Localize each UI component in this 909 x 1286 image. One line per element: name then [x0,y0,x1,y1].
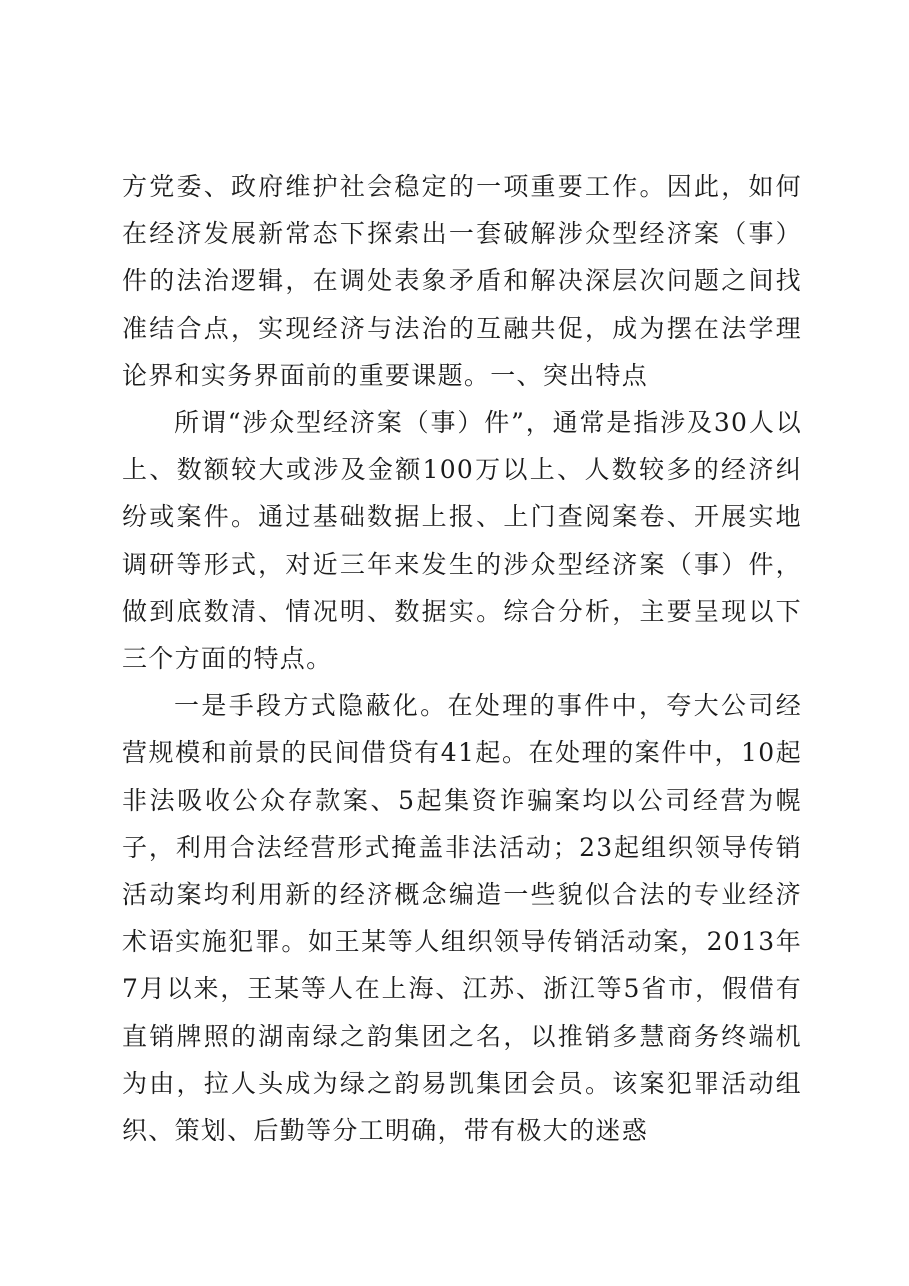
paragraph-3: 一是手段方式隐蔽化。在处理的事件中，夸大公司经营规模和前景的民间借贷有41起。在处理的案件中，10起非法吸收公众存款案、5起集资诈骗案均以公司经营为幌子，利用合法经营形式掩盖非法活动；23起组织领导传销活动案均利用新的经济概念编造一些貌似合法的专业经济术语实施犯罪。如王某等人组织领导传销活动案，2013年7月以来，王某等人在上海、江苏、浙江等5省市，假借有直销牌照的湖南绿之韵集团之名，以推销多慧商务终端机为由，拉人头成为绿之韵易凯集团会员。该案犯罪活动组织、策划、后勤等分工明确，带有极大的迷惑 [122,691,802,1146]
paragraph-1: 方党委、政府维护社会稳定的一项重要工作。因此，如何在经济发展新常态下探索出一套破解涉众型经济案（事）件的法治逻辑，在调处表象矛盾和解决深层次问题之间找准结合点，实现经济与法治的互融共促，成为摆在法学理论界和实务界面前的重要课题。一、突出特点 [122,172,802,390]
document-body [122,163,802,1154]
paragraph-2: 所谓“涉众型经济案（事）件”，通常是指涉及30人以上、数额较大或涉及金额100万以上、人数较多的经济纠纷或案件。通过基础数据上报、上门查阅案卷、开展实地调研等形式，对近三年来发生的涉众型经济案（事）件，做到底数清、情况明、数据实。综合分析，主要呈现以下三个方面的特点。 [122,408,802,674]
